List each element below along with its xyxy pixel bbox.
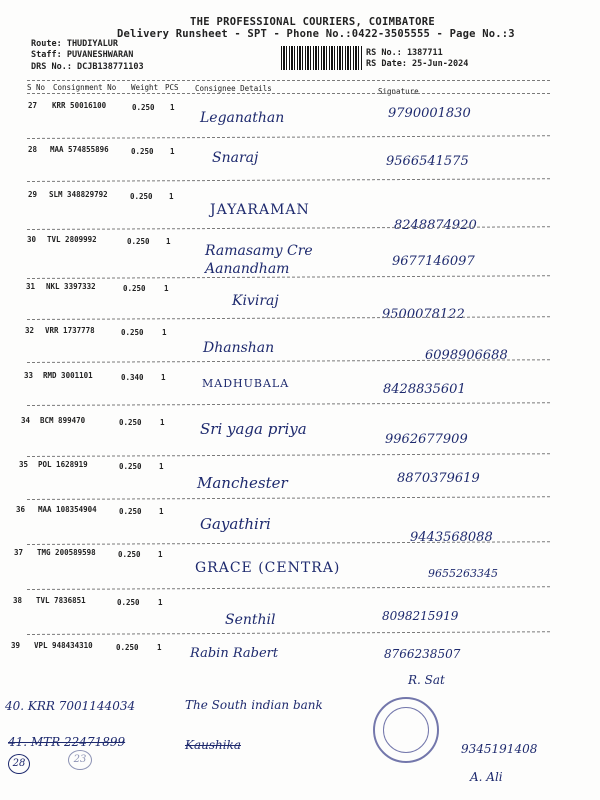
- route-label: Route: THUDIYALUR: [31, 39, 118, 49]
- handwritten-extra-name-1: The South indian bank: [185, 698, 323, 712]
- row-consignee: Snaraj: [212, 150, 259, 166]
- row-sno: 30: [27, 235, 37, 244]
- row-signature: 6098906688: [425, 348, 508, 363]
- row-sno: 31: [26, 282, 36, 291]
- row-signature: 8870379619: [397, 471, 480, 486]
- row-consignment: MAA 108354904: [38, 505, 97, 514]
- col-header-pcs: PCS: [165, 83, 179, 92]
- barcode: [281, 46, 363, 70]
- row-pcs: 1: [169, 192, 174, 201]
- row-signature: 9443568088: [410, 530, 493, 545]
- row-weight: 0.250: [119, 507, 142, 516]
- row-weight: 0.250: [131, 147, 154, 156]
- row-signature: 9790001830: [388, 106, 471, 121]
- row-consignment: MAA 574855896: [50, 145, 109, 154]
- row-signature: 8098215919: [382, 609, 459, 623]
- row-consignee: MADHUBALA: [202, 377, 290, 390]
- row-consignment: VRR 1737778: [45, 326, 95, 335]
- row-weight: 0.250: [116, 643, 139, 652]
- row-sno: 37: [14, 548, 24, 557]
- row-divider: [27, 93, 550, 94]
- row-signature: 8766238507: [384, 647, 461, 661]
- receipt-stamp: [373, 697, 439, 763]
- row-weight: 0.340: [121, 373, 144, 382]
- row-divider: [27, 496, 550, 500]
- row-consignment: POL 1628919: [38, 460, 88, 469]
- row-weight: 0.250: [123, 284, 146, 293]
- row-signature: 9500078122: [382, 307, 465, 322]
- row-divider: [27, 631, 550, 635]
- row-consignment: RMD 3001101: [43, 371, 93, 380]
- col-header-signature: Signature: [378, 87, 419, 96]
- row-pcs: 1: [157, 643, 162, 652]
- handwritten-extra-name-2: Kaushika: [185, 738, 241, 752]
- row-sno: 33: [24, 371, 34, 380]
- row-pcs: 1: [162, 328, 167, 337]
- handwritten-extra-entry-2: 41. MTR 22471899: [8, 735, 126, 749]
- row-sno: 38: [13, 596, 23, 605]
- row-signature: 9655263345: [428, 567, 498, 580]
- row-weight: 0.250: [118, 550, 141, 559]
- handwritten-extra-sig-2: A. Ali: [470, 770, 503, 784]
- row-divider: [27, 135, 550, 139]
- row-sno: 34: [21, 416, 31, 425]
- row-signature: 9566541575: [386, 154, 469, 169]
- row-consignment: NKL 3397332: [46, 282, 96, 291]
- col-header-consignment: Consignment No: [53, 83, 117, 92]
- row-sno: 27: [28, 101, 38, 110]
- row-consignment: BCM 899470: [40, 416, 86, 425]
- handwritten-extra-phone: 9345191408: [461, 742, 538, 756]
- row-consignee: Ramasamy Cre Aanandham: [205, 243, 313, 277]
- row-consignee: Dhanshan: [203, 340, 275, 356]
- row-pcs: 1: [170, 103, 175, 112]
- row-consignment: KRR 50016100: [52, 101, 107, 110]
- row-consignment: SLM 348829792: [49, 190, 108, 199]
- handwritten-extra-entry-1: 40. KRR 7001144034: [5, 699, 136, 713]
- row-sno: 28: [28, 145, 38, 154]
- row-consignment: TVL 2809992: [47, 235, 97, 244]
- staff-label: Staff: PUVANESHWARAN: [31, 50, 134, 60]
- row-divider: [27, 178, 550, 182]
- row-consignment: TMG 200589598: [37, 548, 96, 557]
- row-weight: 0.250: [119, 462, 142, 471]
- circled-count: 28: [8, 754, 30, 774]
- row-consignee: Kiviraj: [232, 293, 279, 309]
- row-sno: 36: [16, 505, 26, 514]
- col-header-consignee: Consignee Details: [195, 84, 272, 93]
- runsheet-subtitle: Delivery Runsheet - SPT - Phone No.:0422-3505555 - Page No.:3: [117, 28, 515, 40]
- row-weight: 0.250: [117, 598, 140, 607]
- row-signature: 8428835601: [383, 382, 466, 397]
- handwritten-extra-sig-1: R. Sat: [408, 673, 445, 687]
- row-weight: 0.250: [132, 103, 155, 112]
- row-divider: [27, 453, 550, 457]
- circled-count-faint: 23: [68, 750, 92, 770]
- row-pcs: 1: [164, 284, 169, 293]
- row-pcs: 1: [158, 598, 163, 607]
- row-consignment: TVL 7836851: [36, 596, 86, 605]
- row-consignee: Gayathiri: [200, 515, 271, 533]
- row-pcs: 1: [166, 237, 171, 246]
- row-consignee: Rabin Rabert: [190, 646, 279, 661]
- row-pcs: 1: [159, 462, 164, 471]
- row-divider: [27, 402, 550, 406]
- row-signature: 9962677909: [385, 432, 468, 447]
- row-pcs: 1: [159, 507, 164, 516]
- row-weight: 0.250: [119, 418, 142, 427]
- row-weight: 0.250: [127, 237, 150, 246]
- row-weight: 0.250: [130, 192, 153, 201]
- col-header-sno: S No: [27, 83, 46, 92]
- row-consignee: Leganathan: [200, 110, 285, 126]
- rs-number: RS No.: 1387711: [366, 48, 443, 58]
- row-signature: 9677146097: [392, 254, 475, 269]
- row-consignee: Senthil: [225, 612, 276, 628]
- row-pcs: 1: [158, 550, 163, 559]
- rs-date: RS Date: 25-Jun-2024: [366, 59, 469, 69]
- row-consignee: JAYARAMAN: [210, 202, 310, 218]
- row-divider: [27, 275, 550, 279]
- row-sno: 32: [25, 326, 35, 335]
- row-pcs: 1: [160, 418, 165, 427]
- row-sno: 29: [28, 190, 38, 199]
- header-top-rule: [27, 80, 550, 81]
- row-pcs: 1: [170, 147, 175, 156]
- row-consignee: Sri yaga priya: [200, 420, 307, 438]
- drs-number: DRS No.: DCJB138771103: [31, 62, 144, 72]
- row-consignee: Manchester: [197, 474, 288, 492]
- row-divider: [27, 586, 550, 590]
- row-pcs: 1: [161, 373, 166, 382]
- row-weight: 0.250: [121, 328, 144, 337]
- row-consignment: VPL 948434310: [34, 641, 93, 650]
- col-header-weight: Weight: [131, 83, 159, 92]
- row-sno: 39: [11, 641, 21, 650]
- row-consignee: GRACE (CENTRA): [195, 560, 341, 576]
- row-sno: 35: [19, 460, 29, 469]
- row-signature: 8248874920: [394, 218, 477, 233]
- row-divider: [27, 316, 550, 320]
- company-name: THE PROFESSIONAL COURIERS, COIMBATORE: [190, 16, 435, 28]
